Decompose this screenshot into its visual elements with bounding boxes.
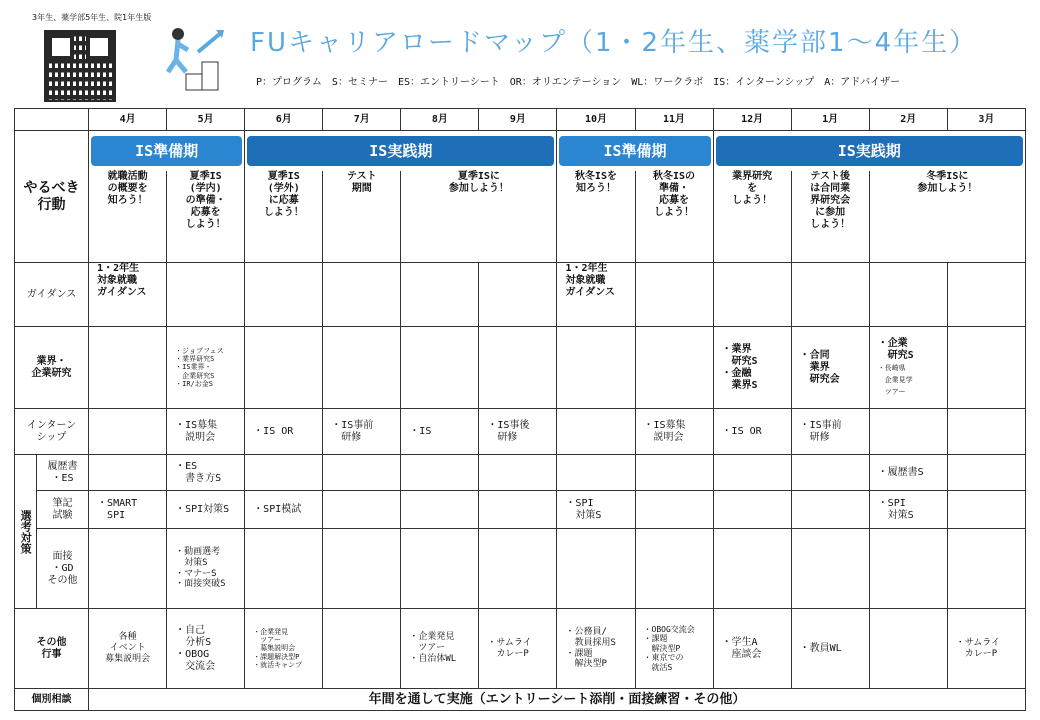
- other-nov: ・OBOG交流会 ・課題 解決型P ・東京での 就活S: [635, 609, 713, 689]
- month-sep: 9月: [479, 109, 557, 131]
- row-head-todo: やるべき 行動: [15, 131, 89, 263]
- todo-jun: 夏季IS (学外) に応募 しよう！: [245, 171, 323, 263]
- todo-oct: 秋冬ISを 知ろう！: [557, 171, 635, 263]
- todo-jul: テスト 期間: [323, 171, 401, 263]
- stairs-illustration-icon: [160, 22, 232, 94]
- phase-prep-1: IS準備期: [91, 136, 242, 166]
- row-head-interview: 面接 ・GD その他: [37, 529, 89, 609]
- intern-jun: ・IS OR: [245, 409, 323, 455]
- row-head-selection: 選考対策: [15, 455, 37, 609]
- other-dec: ・学生A 座談会: [713, 609, 791, 689]
- other-oct: ・公務員/ 教員採用S ・課題 解決型P: [557, 609, 635, 689]
- todo-apr: 就職活動 の概要を 知ろう！: [89, 171, 167, 263]
- month-jun: 6月: [245, 109, 323, 131]
- intern-nov: ・IS募集 説明会: [635, 409, 713, 455]
- month-mar: 3月: [947, 109, 1025, 131]
- qr-code[interactable]: [44, 30, 116, 102]
- guidance-oct: 1・2年生 対象就職 ガイダンス: [557, 263, 635, 327]
- row-head-other: その他 行事: [15, 609, 89, 689]
- interview-may: ・動画選考 対策S ・マナーS ・面接突破S: [167, 529, 245, 609]
- month-jan: 1月: [791, 109, 869, 131]
- month-dec: 12月: [713, 109, 791, 131]
- industry-feb-tour: ・長崎県 企業見学 ツアー: [877, 363, 913, 396]
- intern-sep: ・IS事後 研修: [479, 409, 557, 455]
- intern-may: ・IS募集 説明会: [167, 409, 245, 455]
- todo-may: 夏季IS (学内) の準備・ 応募を しよう！: [167, 171, 245, 263]
- industry-dec: ・業界 研究S ・金融 業界S: [713, 327, 791, 409]
- month-jul: 7月: [323, 109, 401, 131]
- edition-note: 3年生、薬学部5年生、院1年生版: [32, 13, 152, 22]
- row-head-es: 履歴書 ・ES: [37, 455, 89, 491]
- consult-text: 年間を通して実施（エントリーシート添削・面接練習・その他）: [89, 689, 1026, 711]
- other-jan: ・教員WL: [791, 609, 869, 689]
- month-oct: 10月: [557, 109, 635, 131]
- other-apr: 各種 イベント 募集説明会: [89, 609, 167, 689]
- intern-jul: ・IS事前 研修: [323, 409, 401, 455]
- todo-feb-mar: 冬季ISに 参加しよう！: [869, 171, 1025, 263]
- es-may: ・ES 書き方S: [167, 455, 245, 491]
- industry-may: ・ジョブフェス ・業界研究S ・IS業界・ 企業研究S ・IR/お金S: [167, 327, 245, 409]
- todo-jan: テスト後 は合同業 界研究会 に参加 しよう！: [791, 171, 869, 263]
- phase-prep-2: IS準備期: [559, 136, 710, 166]
- intern-jan: ・IS事前 研修: [791, 409, 869, 455]
- spi-jun: ・SPI模試: [245, 491, 323, 529]
- es-feb: ・履歴書S: [869, 455, 947, 491]
- row-head-intern: インターン シップ: [15, 409, 89, 455]
- other-may: ・自己 分析S ・OBOG 交流会: [167, 609, 245, 689]
- todo-aug-sep: 夏季ISに 参加しよう！: [401, 171, 557, 263]
- phase-practice-1: IS実践期: [247, 136, 554, 166]
- guidance-apr: 1・2年生 対象就職 ガイダンス: [89, 263, 167, 327]
- spi-apr: ・SMART SPI: [89, 491, 167, 529]
- month-feb: 2月: [869, 109, 947, 131]
- spi-may: ・SPI対策S: [167, 491, 245, 529]
- month-apr: 4月: [89, 109, 167, 131]
- spi-feb: ・SPI 対策S: [869, 491, 947, 529]
- other-jun: ・企業発見 ツアー 募集説明会 ・課題解決型P ・就活キャンプ: [245, 609, 323, 689]
- other-aug: ・企業発見 ツアー ・自治体WL: [401, 609, 479, 689]
- industry-feb-seminar: ・企業 研究S: [877, 337, 914, 361]
- page-title: FUキャリアロードマップ（1・2年生、薬学部1～4年生）: [250, 28, 978, 58]
- month-aug: 8月: [401, 109, 479, 131]
- abbreviation-legend: P：プログラム S：セミナー ES：エントリーシート OR：オリエンテーション WL：ワークラボ IS：インターンシップ A：アドバイザー: [256, 77, 901, 88]
- month-nov: 11月: [635, 109, 713, 131]
- roadmap-table: [14, 108, 1026, 711]
- todo-dec: 業界研究 を しよう！: [713, 171, 791, 263]
- row-head-industry: 業界・ 企業研究: [15, 327, 89, 409]
- row-head-guidance: ガイダンス: [15, 263, 89, 327]
- todo-nov: 秋冬ISの 準備・ 応募を しよう！: [635, 171, 713, 263]
- row-head-consult: 個別相談: [15, 689, 89, 711]
- row-head-spi: 筆記 試験: [37, 491, 89, 529]
- month-may: 5月: [167, 109, 245, 131]
- intern-aug: ・IS: [401, 409, 479, 455]
- intern-dec: ・IS OR: [713, 409, 791, 455]
- industry-jan: ・合同 業界 研究会: [791, 327, 869, 409]
- other-sep: ・サムライ カレーP: [479, 609, 557, 689]
- other-mar: ・サムライ カレーP: [947, 609, 1025, 689]
- spi-oct: ・SPI 対策S: [557, 491, 635, 529]
- phase-practice-2: IS実践期: [716, 136, 1023, 166]
